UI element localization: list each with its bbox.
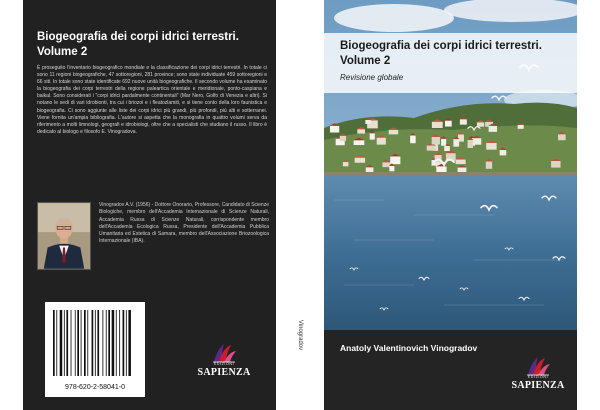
isbn-number: 978-620-2-58041-0: [65, 384, 125, 391]
publisher-logo-front: [503, 355, 573, 395]
publisher-label-small: EDIZIONI: [527, 375, 549, 379]
back-cover-title: Biogeografia dei corpi idrici terrestri. Volume 2: [37, 31, 239, 58]
front-cover-subtitle: Revisione globale: [340, 73, 404, 82]
author-bio: Vinogradov A.V. (1956) - Dottore Onorario, Professore, Candidato di Scienze Biologiche, membro dell'Accademia Internazionale di Scienze Naturali, Accademia Russa di Scienze Naturali, corrispondente membro dell'Accademia Ecologica Russa, Presidente dell'Accademia Pubblica Umanitaria ed Estetica di Samara, membro dell'Associazione Briozoologica Internazionale (IBA).: [99, 202, 269, 245]
publisher-name: SAPIENZA: [511, 380, 565, 391]
front-cover-author: Anatoly Valentinovich Vinogradov: [340, 343, 478, 353]
author-photo: [37, 202, 91, 270]
back-cover-blurb: È proseguito l'inventario biogeografico mondiale e la classificazione dei corpi idrici terrestri. In totale ci sono 11 regioni biogeografiche, 47 sottoregioni, 281 province; sono state individuate 459 sottoregioni e 66 siti. In totale sono state identificate 692 nuove unità biogeografiche. Il secondo volume ha esaminato la biogeografia dei corpi terrestri della regione paleartica orientale e meridionale, ponto-caspiana e baikal. Sono considerati i "corpi idrici pardalmente continentali" (Mar Nero, Golfo di Venezia e altri). Si notano le sedi di vari idrobionti, tra cui i briozoi e i fleatozlamiti, e si tiene conto della loro faunistica e biogeografia. Ci sono aggiunte alle liste dei corpi idrici più grandi, più profondi, più alti e sotterranei. Viene fornita un'ampia bibliografia. L'autore si aspetta che la monografia in quattro volumi serva da riferimento a molti limnologi, geografi e idrobiologi, oltre che a specialisti che studiano il russo. Il libro è dedicato al biologo e filosofo E. Vinogradova.: [37, 65, 267, 135]
publisher-logo-back: [189, 342, 259, 382]
barcode-icon: [51, 308, 139, 378]
author-portrait-image: [38, 203, 90, 269]
barcode-box: [45, 302, 145, 397]
publisher-fan-icon: [525, 355, 551, 377]
spine: [276, 0, 324, 410]
back-cover: [23, 0, 276, 410]
spine-author: Vinogradov: [297, 319, 303, 351]
front-cover-title: Biogeografia dei corpi idrici terrestri. Volume 2: [340, 40, 542, 67]
publisher-name: SAPIENZA: [197, 367, 251, 378]
publisher-label-small: EDIZIONI: [213, 362, 235, 366]
publisher-fan-icon: [211, 342, 237, 364]
front-cover: [324, 0, 577, 410]
